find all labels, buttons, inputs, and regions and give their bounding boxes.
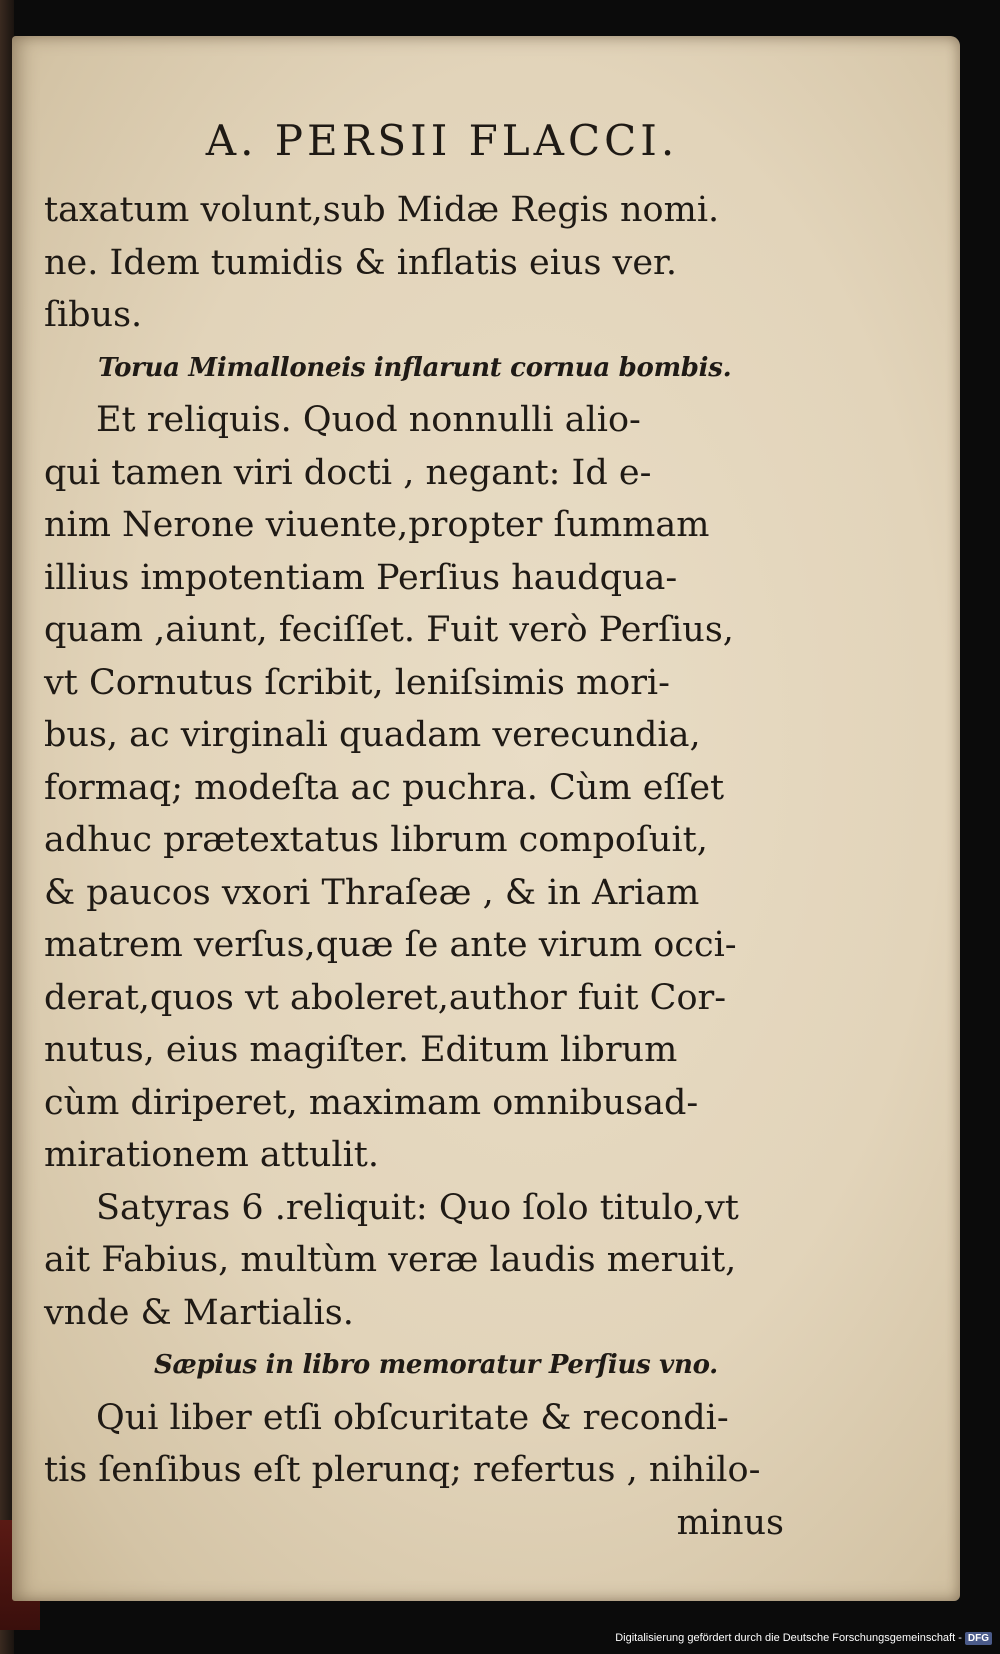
text-line-1: taxatum volunt,sub Midæ Regis nomi. <box>44 190 720 230</box>
text-line-25: tis ſenſibus eſt plerunq; refertus , nihilo- <box>44 1450 761 1490</box>
catchword: minus <box>676 1502 784 1543</box>
verse-quote-2: Sæpius in libro memoratur Perſius vno. <box>154 1350 718 1380</box>
text-line-20: Satyras 6 .reliquit: Quo ſolo titulo,vt <box>96 1187 739 1228</box>
text-line-5: Et reliquis. Quod nonnulli alio- <box>96 400 641 440</box>
page-body <box>44 184 784 1549</box>
text-line-14: & paucos vxori Thraſeæ , & in Ariam <box>44 872 700 913</box>
text-line-21: ait Fabius, multùm veræ laudis meruit, <box>44 1240 737 1280</box>
text-line-15: matrem verſus,quæ ſe ante virum occi- <box>44 925 737 965</box>
text-line-13: adhuc prætextatus librum compoſuit, <box>44 820 708 860</box>
text-line-12: formaq; modeſta ac puchra. Cùm eſſet <box>44 767 725 808</box>
running-head: A. PERSII FLACCI. <box>205 116 679 165</box>
text-line-22: vnde & Martialis. <box>44 1292 354 1333</box>
text-line-7: nim Nerone viuente,propter ſummam <box>44 505 710 545</box>
verse-quote-1: Torua Mimalloneis inflarunt cornua bombis. <box>98 352 732 383</box>
text-line-19: mirationem attulit. <box>44 1135 379 1175</box>
funding-footer <box>615 1632 992 1645</box>
book-page <box>12 36 960 1601</box>
text-line-3: ſibus. <box>44 295 143 335</box>
dfg-logo: DFG <box>965 1632 992 1645</box>
text-line-6: qui tamen viri docti , negant: Id e- <box>44 452 652 493</box>
text-line-17: nutus, eius magiſter. Editum librum <box>44 1030 678 1070</box>
text-line-16: derat,quos vt aboleret,author fuit Cor- <box>44 977 727 1018</box>
funding-note: Digitalisierung gefördert durch die Deutsche Forschungsgemeinschaft - <box>615 1632 962 1644</box>
text-line-10: vt Cornutus ſcribit, leniſsimis mori- <box>44 662 670 703</box>
text-line-24: Qui liber etſi obſcuritate & recondi- <box>96 1397 729 1438</box>
text-line-2: ne. Idem tumidis & inflatis eius ver. <box>44 242 678 283</box>
text-line-9: quam ,aiunt, feciſſet. Fuit verò Perſius, <box>44 610 734 650</box>
text-line-18: cùm diriperet, maximam omnibusad- <box>44 1082 699 1123</box>
text-line-8: illius impotentiam Perſius haudqua- <box>44 557 678 598</box>
text-line-11: bus, ac virginali quadam verecundia, <box>44 715 701 755</box>
